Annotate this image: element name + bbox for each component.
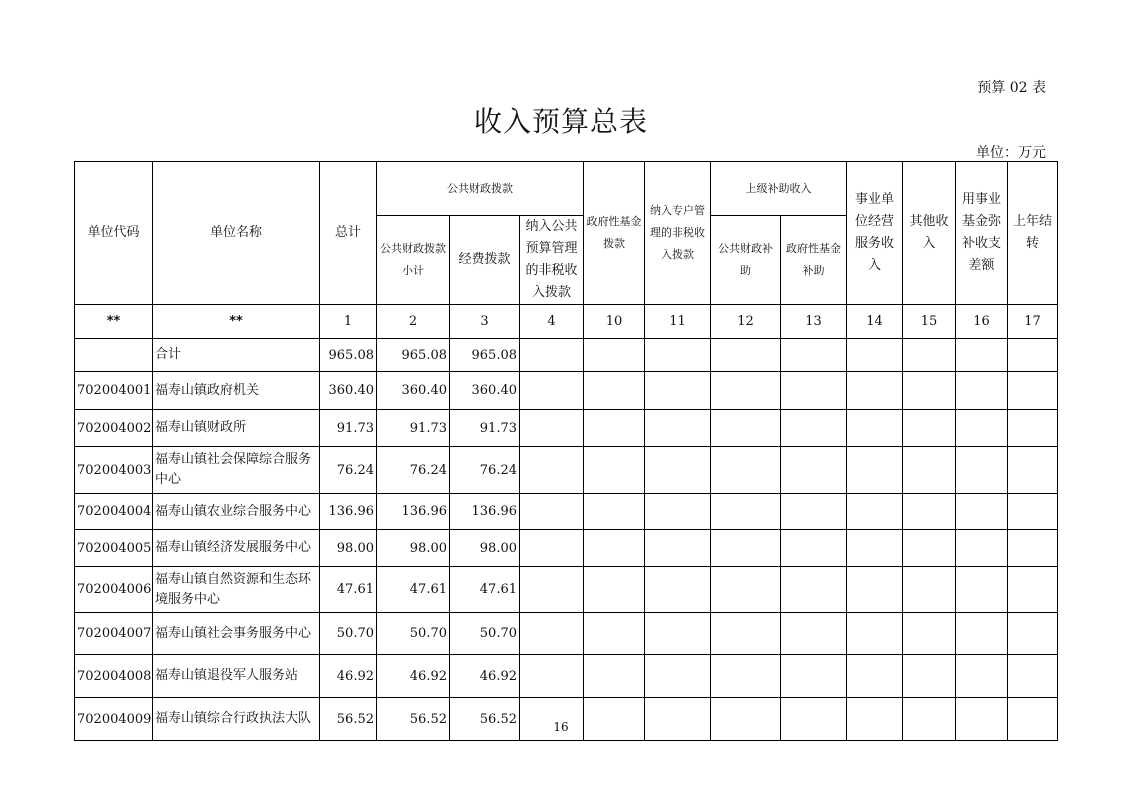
empty-cell xyxy=(711,372,781,410)
empty-cell xyxy=(1008,530,1058,567)
empty-cell xyxy=(584,410,645,447)
page-number: 16 xyxy=(553,720,569,734)
empty-cell xyxy=(956,567,1008,613)
empty-cell xyxy=(645,567,711,613)
public-subtotal-cell: 47.61 xyxy=(377,567,450,613)
empty-cell xyxy=(956,339,1008,372)
empty-cell xyxy=(1008,613,1058,655)
col-header-nontax: 纳入公共预算管理的非税收入拨款 xyxy=(520,216,584,305)
total-cell: 47.61 xyxy=(320,567,377,613)
empty-cell xyxy=(781,613,847,655)
unit-name-cell: 合计 xyxy=(153,339,320,372)
empty-cell xyxy=(847,494,903,530)
public-subtotal-cell: 965.08 xyxy=(377,339,450,372)
empty-cell xyxy=(711,698,781,741)
unit-name-cell: 福寿山镇退役军人服务站 xyxy=(153,655,320,698)
unit-code-cell: 702004009 xyxy=(75,698,153,741)
index-cell: 1 xyxy=(320,305,377,339)
public-subtotal-cell: 50.70 xyxy=(377,613,450,655)
empty-cell xyxy=(711,410,781,447)
public-subtotal-cell: 46.92 xyxy=(377,655,450,698)
empty-cell xyxy=(781,447,847,494)
total-cell: 56.52 xyxy=(320,698,377,741)
public-subtotal-cell: 91.73 xyxy=(377,410,450,447)
unit-name-cell: 福寿山镇政府机关 xyxy=(153,372,320,410)
public-subtotal-cell: 56.52 xyxy=(377,698,450,741)
index-cell: 15 xyxy=(903,305,956,339)
index-cell: 16 xyxy=(956,305,1008,339)
empty-cell xyxy=(584,567,645,613)
col-header-code: 单位代码 xyxy=(75,162,153,305)
unit-code-cell: 702004002 xyxy=(75,410,153,447)
public-subtotal-cell: 76.24 xyxy=(377,447,450,494)
empty-cell xyxy=(847,410,903,447)
empty-cell xyxy=(1008,655,1058,698)
empty-cell xyxy=(520,530,584,567)
col-header-public-group: 公共财政拨款 xyxy=(377,162,584,216)
empty-cell xyxy=(847,339,903,372)
empty-cell xyxy=(903,698,956,741)
empty-cell xyxy=(645,372,711,410)
empty-cell xyxy=(847,655,903,698)
total-cell: 91.73 xyxy=(320,410,377,447)
empty-cell xyxy=(781,339,847,372)
empty-cell xyxy=(584,447,645,494)
operating-cell: 360.40 xyxy=(450,372,520,410)
col-header-total: 总计 xyxy=(320,162,377,305)
total-cell: 46.92 xyxy=(320,655,377,698)
empty-cell xyxy=(520,494,584,530)
column-index-row xyxy=(75,305,1058,339)
col-header-superior-public: 公共财政补助 xyxy=(711,216,781,305)
operating-cell: 50.70 xyxy=(450,613,520,655)
total-cell: 98.00 xyxy=(320,530,377,567)
unit-label: 单位：万元 xyxy=(976,145,1046,161)
empty-cell xyxy=(956,410,1008,447)
empty-cell xyxy=(781,372,847,410)
empty-cell xyxy=(645,530,711,567)
empty-cell xyxy=(711,339,781,372)
empty-cell xyxy=(1008,410,1058,447)
operating-cell: 47.61 xyxy=(450,567,520,613)
empty-cell xyxy=(711,447,781,494)
col-header-carryover: 上年结转 xyxy=(1008,162,1058,305)
operating-cell: 56.52 xyxy=(450,698,520,741)
empty-cell xyxy=(520,613,584,655)
total-cell: 360.40 xyxy=(320,372,377,410)
empty-cell xyxy=(903,339,956,372)
public-subtotal-cell: 360.40 xyxy=(377,372,450,410)
unit-name-cell: 福寿山镇农业综合服务中心 xyxy=(153,494,320,530)
empty-cell xyxy=(1008,339,1058,372)
empty-cell xyxy=(520,410,584,447)
empty-cell xyxy=(584,698,645,741)
operating-cell: 136.96 xyxy=(450,494,520,530)
empty-cell xyxy=(903,494,956,530)
public-subtotal-cell: 136.96 xyxy=(377,494,450,530)
col-header-superior-group: 上级补助收入 xyxy=(711,162,847,216)
empty-cell xyxy=(1008,494,1058,530)
empty-cell xyxy=(645,339,711,372)
unit-name-cell: 福寿山镇综合行政执法大队 xyxy=(153,698,320,741)
operating-cell: 965.08 xyxy=(450,339,520,372)
empty-cell xyxy=(584,372,645,410)
empty-cell xyxy=(520,567,584,613)
empty-cell xyxy=(645,447,711,494)
col-header-public-subtotal: 公共财政拨款小计 xyxy=(377,216,450,305)
empty-cell xyxy=(711,613,781,655)
col-header-operating: 经费拨款 xyxy=(450,216,520,305)
empty-cell xyxy=(847,698,903,741)
empty-cell xyxy=(520,372,584,410)
empty-cell xyxy=(584,530,645,567)
col-header-other: 其他收入 xyxy=(903,162,956,305)
empty-cell xyxy=(711,494,781,530)
operating-cell: 91.73 xyxy=(450,410,520,447)
table-row xyxy=(75,339,1058,372)
col-header-gov-fund: 政府性基金拨款 xyxy=(584,162,645,305)
index-cell: 3 xyxy=(450,305,520,339)
empty-cell xyxy=(956,613,1008,655)
empty-cell xyxy=(781,567,847,613)
empty-cell xyxy=(781,698,847,741)
empty-cell xyxy=(956,372,1008,410)
unit-code-cell: 702004008 xyxy=(75,655,153,698)
empty-cell xyxy=(1008,567,1058,613)
table-row xyxy=(75,410,1058,447)
col-header-superior-fund: 政府性基金补助 xyxy=(781,216,847,305)
unit-code-cell: 702004006 xyxy=(75,567,153,613)
unit-code-cell: 702004007 xyxy=(75,613,153,655)
empty-cell xyxy=(584,339,645,372)
total-cell: 965.08 xyxy=(320,339,377,372)
empty-cell xyxy=(956,494,1008,530)
empty-cell xyxy=(520,698,584,741)
unit-name-cell: 福寿山镇自然资源和生态环境服务中心 xyxy=(153,567,320,613)
unit-code-cell: 702004004 xyxy=(75,494,153,530)
table-row xyxy=(75,698,1058,741)
empty-cell xyxy=(847,613,903,655)
empty-cell xyxy=(1008,447,1058,494)
empty-cell xyxy=(903,655,956,698)
empty-cell xyxy=(847,372,903,410)
empty-cell xyxy=(645,410,711,447)
index-cell: 2 xyxy=(377,305,450,339)
total-cell: 136.96 xyxy=(320,494,377,530)
index-cell: 12 xyxy=(711,305,781,339)
empty-cell xyxy=(1008,372,1058,410)
unit-name-cell: 福寿山镇社会事务服务中心 xyxy=(153,613,320,655)
unit-code-cell: 702004001 xyxy=(75,372,153,410)
total-cell: 50.70 xyxy=(320,613,377,655)
empty-cell xyxy=(847,530,903,567)
empty-cell xyxy=(520,339,584,372)
col-header-business: 事业单位经营服务收入 xyxy=(847,162,903,305)
empty-cell xyxy=(903,613,956,655)
empty-cell xyxy=(956,530,1008,567)
table-row xyxy=(75,372,1058,410)
empty-cell xyxy=(956,698,1008,741)
index-cell: 13 xyxy=(781,305,847,339)
empty-cell xyxy=(903,410,956,447)
empty-cell xyxy=(1008,698,1058,741)
form-number: 预算 02 表 xyxy=(977,80,1046,96)
empty-cell xyxy=(645,655,711,698)
empty-cell xyxy=(711,655,781,698)
index-cell: 11 xyxy=(645,305,711,339)
unit-name-cell: 福寿山镇财政所 xyxy=(153,410,320,447)
unit-code-cell xyxy=(75,339,153,372)
unit-code-cell: 702004005 xyxy=(75,530,153,567)
empty-cell xyxy=(520,447,584,494)
empty-cell xyxy=(520,655,584,698)
operating-cell: 46.92 xyxy=(450,655,520,698)
empty-cell xyxy=(781,494,847,530)
public-subtotal-cell: 98.00 xyxy=(377,530,450,567)
empty-cell xyxy=(956,655,1008,698)
operating-cell: 98.00 xyxy=(450,530,520,567)
index-cell: 4 xyxy=(520,305,584,339)
empty-cell xyxy=(781,530,847,567)
empty-cell xyxy=(903,530,956,567)
empty-cell xyxy=(847,447,903,494)
col-header-fund-offset: 用事业基金弥补收支差额 xyxy=(956,162,1008,305)
index-cell: ** xyxy=(153,305,320,339)
empty-cell xyxy=(711,567,781,613)
table-row xyxy=(75,530,1058,567)
table-row xyxy=(75,613,1058,655)
index-cell: 14 xyxy=(847,305,903,339)
empty-cell xyxy=(903,447,956,494)
table-row xyxy=(75,655,1058,698)
operating-cell: 76.24 xyxy=(450,447,520,494)
unit-name-cell: 福寿山镇经济发展服务中心 xyxy=(153,530,320,567)
income-budget-table xyxy=(74,161,1058,741)
empty-cell xyxy=(645,494,711,530)
unit-name-cell: 福寿山镇社会保障综合服务中心 xyxy=(153,447,320,494)
empty-cell xyxy=(781,410,847,447)
empty-cell xyxy=(645,613,711,655)
empty-cell xyxy=(584,613,645,655)
empty-cell xyxy=(711,530,781,567)
empty-cell xyxy=(847,567,903,613)
empty-cell xyxy=(956,447,1008,494)
empty-cell xyxy=(903,567,956,613)
col-header-special-nontax: 纳入专户管理的非税收入拨款 xyxy=(645,162,711,305)
table-row xyxy=(75,494,1058,530)
empty-cell xyxy=(645,698,711,741)
col-header-name: 单位名称 xyxy=(153,162,320,305)
empty-cell xyxy=(584,655,645,698)
total-cell: 76.24 xyxy=(320,447,377,494)
index-cell: ** xyxy=(75,305,153,339)
empty-cell xyxy=(584,494,645,530)
table-row xyxy=(75,567,1058,613)
table-row xyxy=(75,447,1058,494)
empty-cell xyxy=(903,372,956,410)
empty-cell xyxy=(781,655,847,698)
page-title: 收入预算总表 xyxy=(473,105,648,138)
index-cell: 10 xyxy=(584,305,645,339)
index-cell: 17 xyxy=(1008,305,1058,339)
unit-code-cell: 702004003 xyxy=(75,447,153,494)
